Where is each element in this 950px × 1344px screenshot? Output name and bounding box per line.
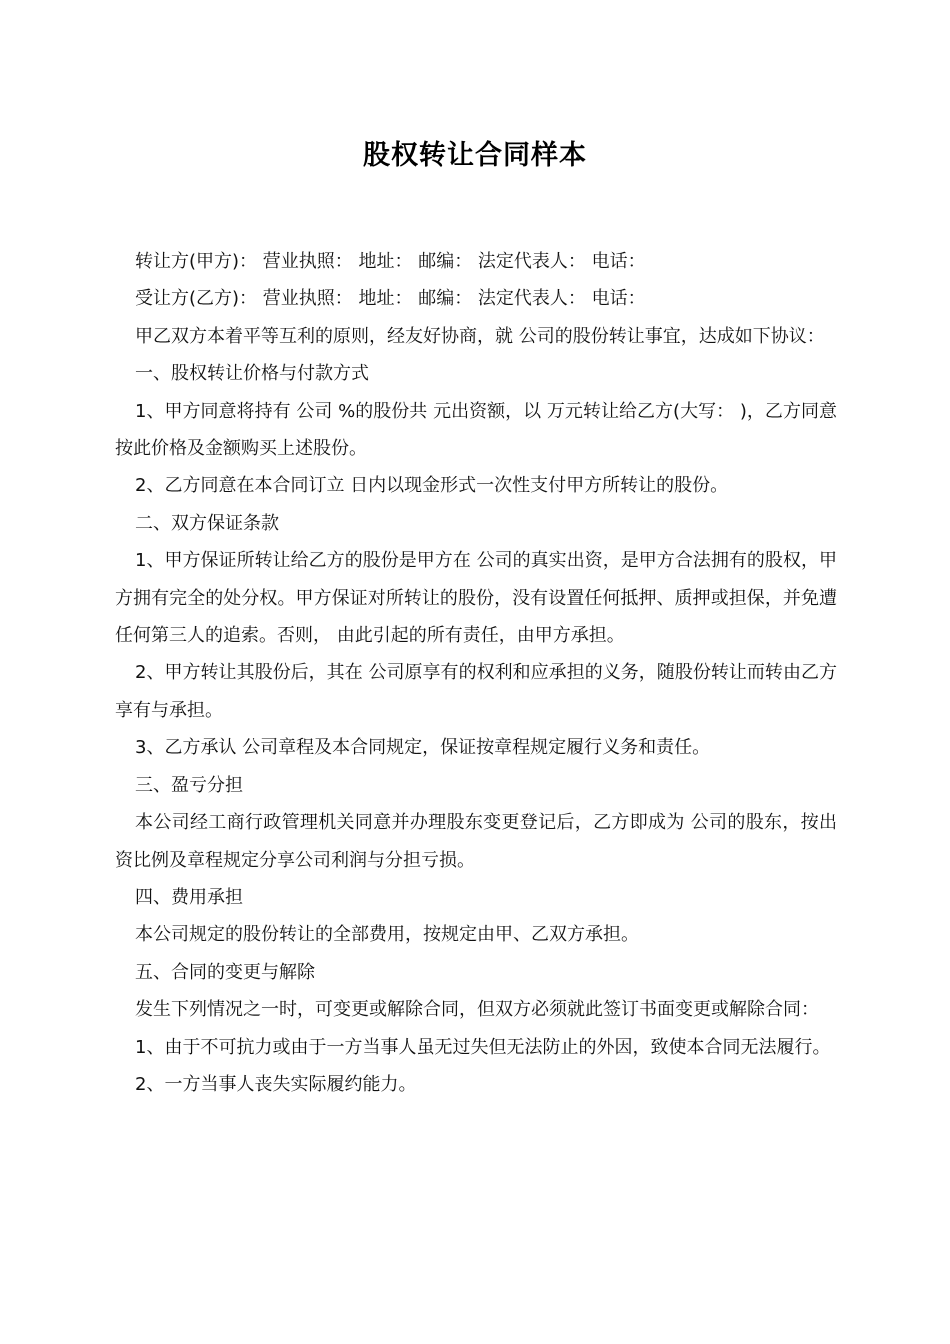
document-body [115,243,837,1103]
clause-5-intro: 发生下列情况之一时，可变更或解除合同，但双方必须就此签订书面变更或解除合同： [135,999,819,1021]
clause-1-1: 1、甲方同意将持有 公司 %的股份共 元出资额，以 万元转让给乙方(大写： )，乙方同意按此价格及金额购买上述股份。 [115,400,837,460]
section-heading-3: 三、盈亏分担 [135,774,243,796]
section-heading-4: 四、费用承担 [135,886,243,908]
clause-4-text: 本公司规定的股份转让的全部费用，按规定由甲、乙双方承担。 [135,924,639,946]
party-b-line: 受让方(乙方)： 营业执照： 地址： 邮编： 法定代表人： 电话： [135,288,646,310]
section-heading-5: 五、合同的变更与解除 [135,961,315,983]
clause-5-2: 2、一方当事人丧失实际履约能力。 [135,1073,417,1095]
party-a-line: 转让方(甲方)： 营业执照： 地址： 邮编： 法定代表人： 电话： [135,251,646,272]
section-heading-2: 二、双方保证条款 [135,512,279,534]
clause-2-1: 1、甲方保证所转让给乙方的股份是甲方在 公司的真实出资，是甲方合法拥有的股权，甲方拥有完全的处分权。甲方保证对所转让的股份，没有设置任何抵押、质押或担保，并免遭任何第三人的追索。否则， 由此引起的所有责任，由甲方承担。 [115,550,837,647]
clause-3-text: 本公司经工商行政管理机关同意并办理股东变更登记后，乙方即成为 公司的股东，按出资比例及章程规定分享公司利润与分担亏损。 [115,812,837,871]
clause-2-2: 2、甲方转让其股份后，其在 公司原享有的权利和应承担的义务，随股份转让而转由乙方享有与承担。 [115,662,837,721]
clause-2-3: 3、乙方承认 公司章程及本合同规定，保证按章程规定履行义务和责任。 [135,737,711,759]
preamble-paragraph: 甲乙双方本着平等互利的原则，经友好协商，就 公司的股份转让事宜，达成如下协议： [135,325,825,347]
section-heading-1: 一、股权转让价格与付款方式 [135,363,369,385]
clause-5-1: 1、由于不可抗力或由于一方当事人虽无过失但无法防止的外因，致使本合同无法履行。 [135,1036,831,1058]
document-title: 股权转让合同样本 [363,140,587,171]
clause-1-2: 2、乙方同意在本合同订立 日内以现金形式一次性支付甲方所转让的股份。 [135,475,729,497]
